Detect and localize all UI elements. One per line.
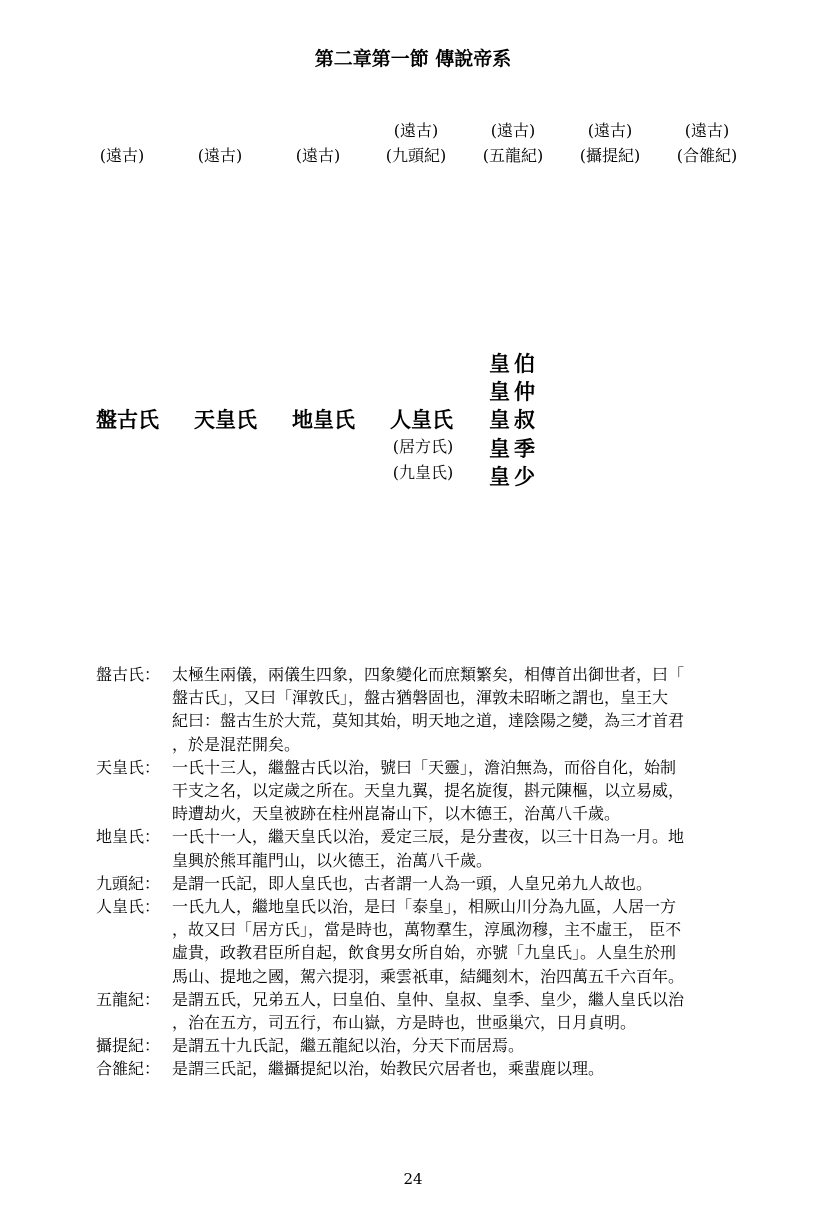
era-label-bottom: (遠古): [295, 146, 341, 165]
entry-line: 皇興於熊耳龍門山，以火德王，治萬八千歲。: [172, 850, 493, 870]
definition-entry: [96, 1034, 786, 1057]
entry-line: 馬山、提地之國，駕六提羽，乘雲祇車，結繩刻木，治四萬五千六百年。: [172, 966, 685, 986]
five-dragons-name: 皇仲: [489, 379, 539, 404]
entry-line: 是謂一氏記，即人皇氏也，古者謂一人為一頭，人皇兄弟九人故也。: [172, 873, 653, 893]
entry-text: [172, 895, 786, 988]
entry-line: 一氏十一人，繼天皇氏以治，爰定三辰，是分晝夜，以三十日為一月。地: [172, 827, 685, 847]
entry-line: 盤古氏」，又曰「渾敦氏」，盤古猶磐固也，渾敦未昭晰之謂也，皇王大: [172, 688, 669, 708]
entry-term: 五龍紀：: [96, 989, 161, 1009]
entry-line: ，於是混茫開矣。: [172, 734, 301, 754]
entry-line: 是謂五十九氏記，繼五龍紀以治，分天下而居焉。: [172, 1036, 525, 1056]
ruler-name: 天皇氏: [194, 407, 257, 432]
entry-term: 人皇氏：: [96, 897, 161, 917]
entry-line: 紀曰：盤古生於大荒，莫知其始，明天地之道，達陰陽之變，為三才首君: [172, 711, 685, 731]
five-dragons-name: 皇叔: [489, 407, 539, 432]
definition-entry: [96, 1057, 786, 1080]
entry-term: 攝提紀：: [96, 1036, 161, 1056]
entry-text: [172, 988, 786, 1034]
ruler-name: 地皇氏: [292, 407, 355, 432]
entry-line: ，治在五方，司五行，布山嶽，方是時也，世亟巢穴，日月貞明。: [172, 1013, 637, 1033]
five-dragons-name: 皇季: [489, 436, 539, 461]
era-label-bottom: (攝提紀): [579, 146, 641, 165]
definition-entry: [96, 895, 786, 988]
entry-line: 太極生兩儀，兩儀生四象，四象變化而庶類繁矣，相傳首出御世者，曰「: [172, 665, 685, 684]
five-dragons-name: 皇少: [489, 464, 539, 489]
entry-line: 時遭劫火，天皇被跡在柱州崑崙山下，以木德王，治萬八千歲。: [172, 804, 621, 824]
entry-term: 地皇氏：: [96, 827, 161, 847]
era-label-top: (遠古): [684, 121, 730, 140]
era-label-top: (遠古): [490, 121, 536, 140]
entry-term: 天皇氏：: [96, 757, 161, 777]
entry-text: [172, 756, 786, 826]
entry-text: [172, 825, 786, 871]
definition-entry: [96, 825, 786, 871]
definition-entry: [96, 872, 786, 895]
definition-entry: [96, 988, 786, 1034]
era-label-top: (遠古): [587, 121, 633, 140]
era-label-bottom: (五龍紀): [482, 146, 544, 165]
era-label-bottom: (九頭紀): [385, 146, 447, 165]
page-number: 24: [403, 1170, 423, 1188]
entry-text: [172, 872, 786, 895]
ruler-name: 盤古氏: [96, 407, 159, 432]
entry-text: [172, 663, 786, 756]
era-label-bottom: (合雒紀): [676, 146, 738, 165]
definition-entry: [96, 756, 786, 826]
entry-line: 是謂三氏記，繼攝提紀以治，始教民穴居者也，乘蜚鹿以理。: [172, 1059, 605, 1079]
entry-text: [172, 1034, 786, 1057]
entry-line: ，故又曰「居方氏」，當是時也，萬物羣生，淳風沕穆，主不虛王， 臣不: [172, 920, 682, 940]
definition-list: [96, 663, 786, 1081]
entry-line: 是謂五氏，兄弟五人，曰皇伯、皇仲、皇叔、皇季、皇少，繼人皇氏以治: [172, 989, 685, 1009]
definition-entry: [96, 663, 786, 756]
entry-line: 干支之名，以定歲之所在。天皇九翼，提名旋復，斟元陳樞，以立易威，: [172, 781, 685, 801]
entry-term: 盤古氏：: [96, 665, 161, 684]
era-label-bottom: (遠古): [99, 146, 145, 165]
entry-line: 虛貴，政教君臣所自起，飲食男女所自始，亦號「九皇氏」。人皇生於刑: [172, 943, 677, 963]
five-dragons-name: 皇伯: [489, 351, 539, 376]
entry-line: 一氏十三人，繼盤古氏以治，號曰「天靈」，澹泊無為，而俗自化，始制: [172, 757, 677, 777]
entry-term: 合雒紀：: [96, 1059, 161, 1079]
page-title: 第二章第一節 傳說帝系: [314, 48, 512, 70]
entry-line: 一氏九人，繼地皇氏以治，是曰「泰皇」，相厥山川分為九區，人居一方: [172, 897, 677, 917]
entry-text: [172, 1057, 786, 1080]
ruler-alias: (居方氏): [392, 437, 454, 456]
era-label-top: (遠古): [393, 121, 439, 140]
era-label-bottom: (遠古): [197, 146, 243, 165]
ruler-alias: (九皇氏): [392, 463, 454, 482]
entry-term: 九頭紀：: [96, 873, 161, 893]
ruler-name: 人皇氏: [390, 407, 453, 432]
